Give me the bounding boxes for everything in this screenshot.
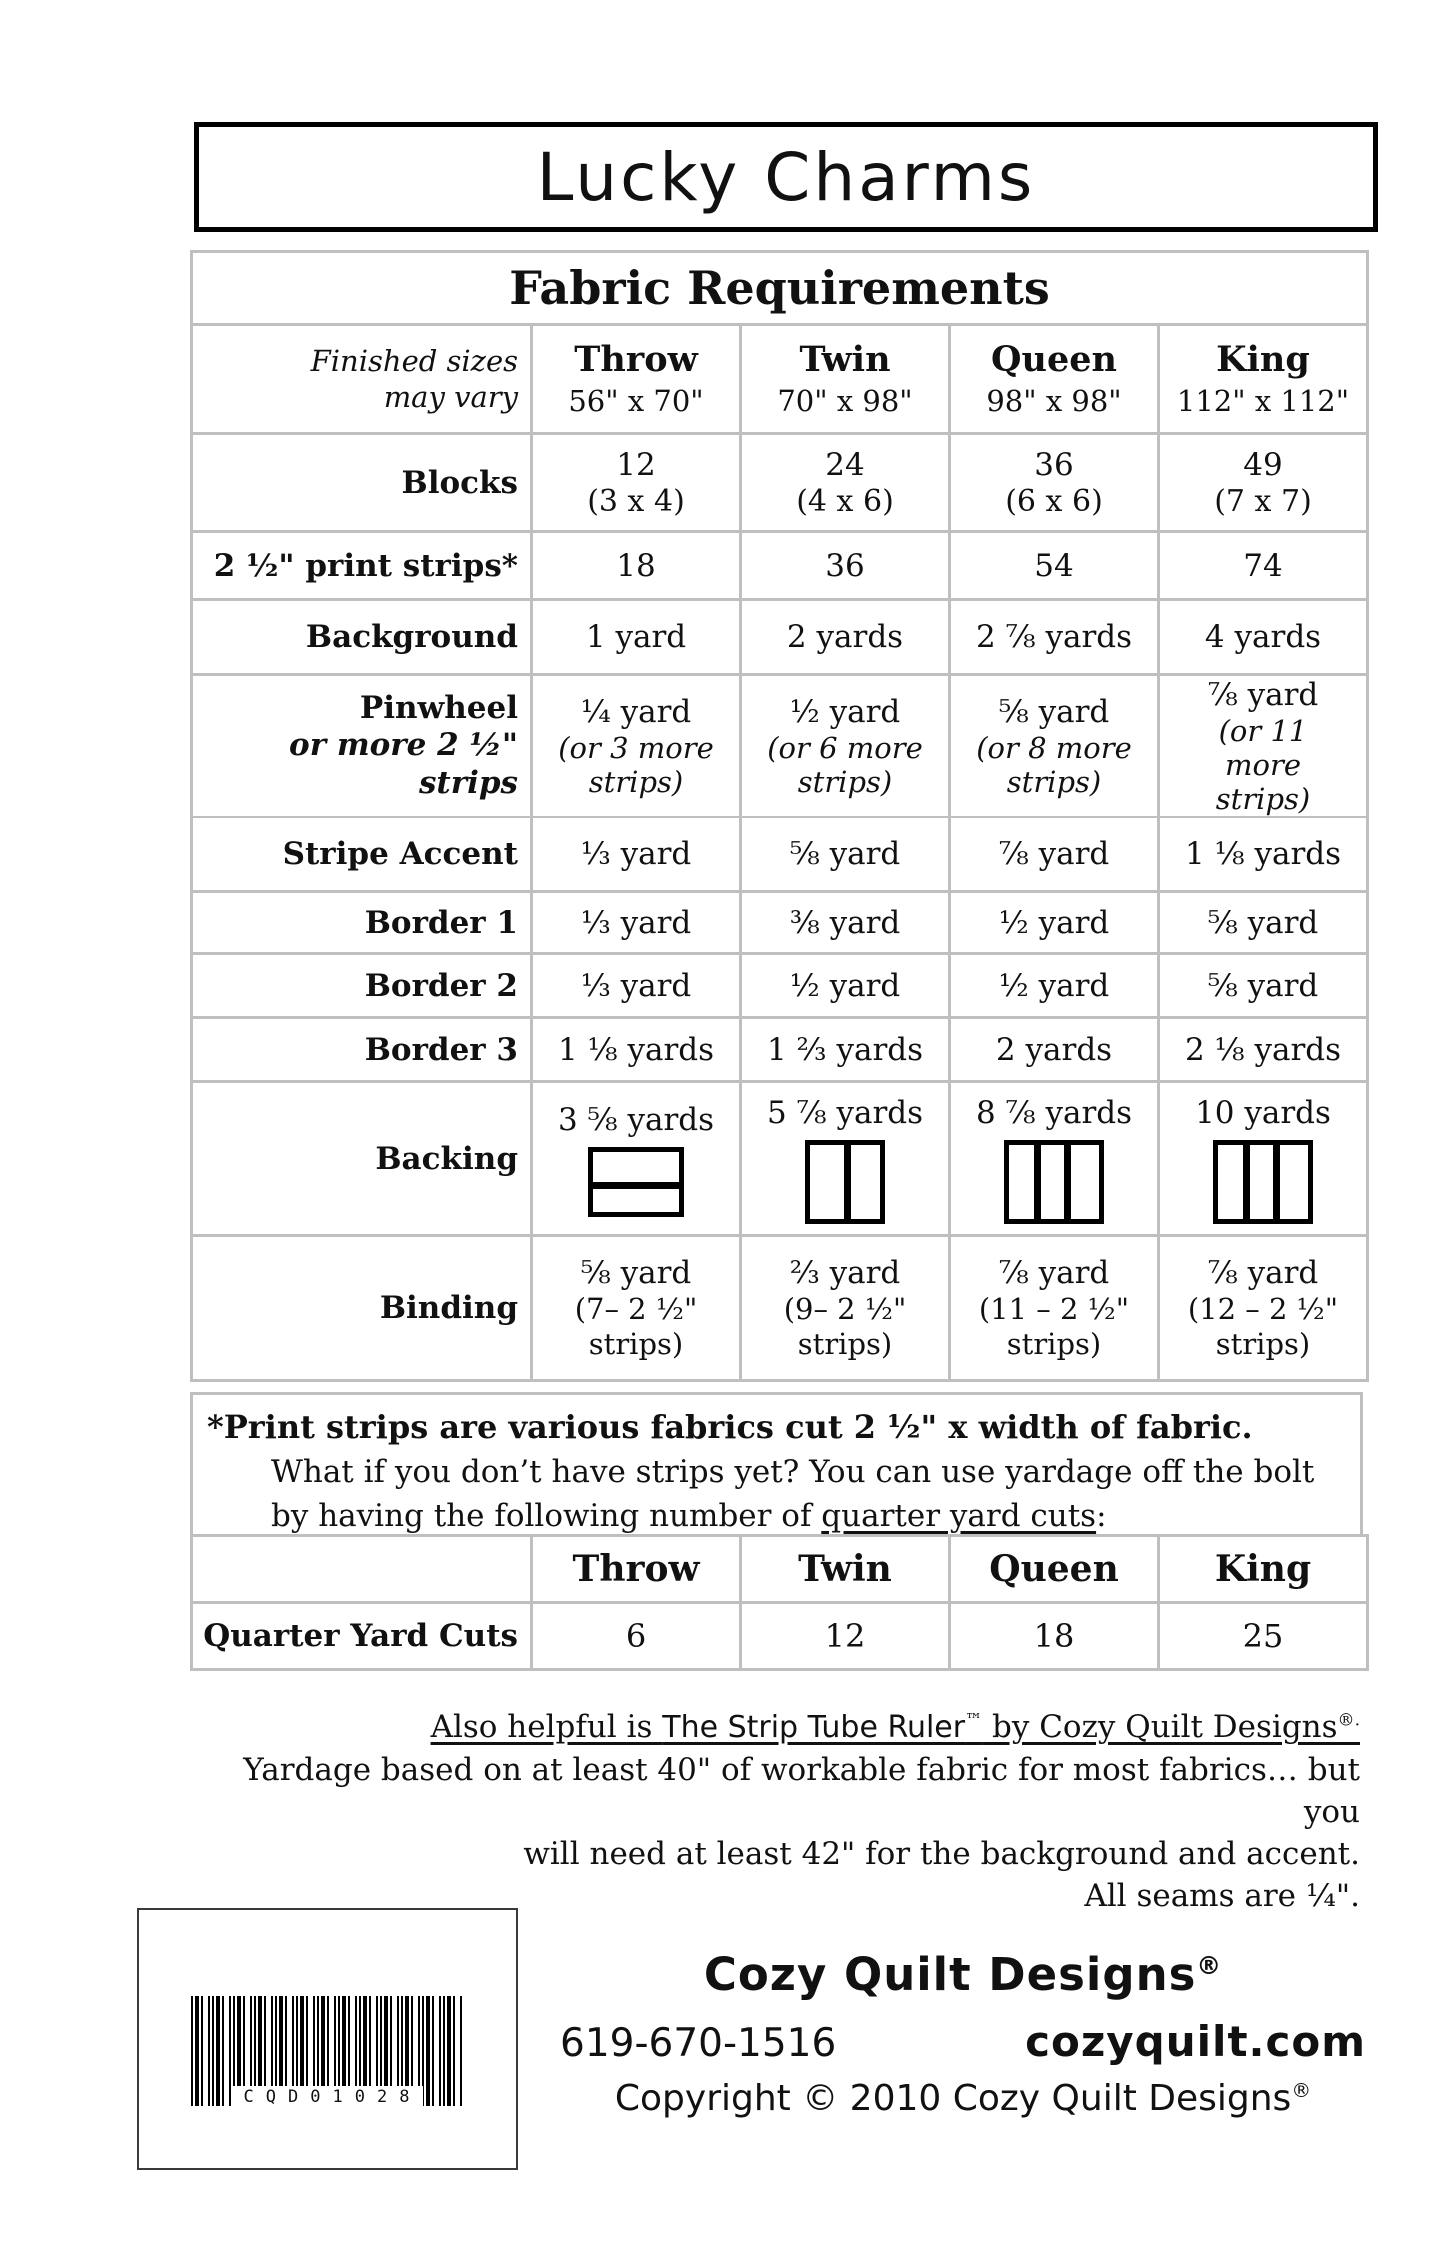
column-header-queen: Queen 98" x 98" [951,326,1157,432]
barcode-number: CQD01028 [139,2086,516,2108]
copyright-line: Copyright © 2010 Cozy Quilt Designs® [614,2078,1312,2119]
table-row-stripe-accent: Stripe Accent ⅓ yard ⅝ yard ⅞ yard 1 ⅛ yards [193,818,1366,890]
quarter-yard-cuts-table [190,1534,1369,1671]
row-label-print-strips: 2 ½" print strips* [193,533,530,598]
table-row-blocks: Blocks 12 (3 x 4) 24 (4 x 6) 36 (6 x 6) 49 (7 x 7) [193,435,1366,530]
table-row-binding: Binding ⅝ yard (7– 2 ½" strips) ⅔ yard (9– 2 ½" strips) ⅞ yard (11 – 2 ½" strips) ⅞ yard (12 – 2 ½" strips) [193,1237,1366,1379]
table-row-background: Background 1 yard 2 yards 2 ⅞ yards 4 yards [193,601,1366,673]
footnote-normal-text: What if you don’t have strips yet? You can use yardage off the bolt by having the following number of [271,1454,1315,1534]
publisher-contact-block [560,1948,1366,2119]
table-row [193,253,1366,323]
row-label-pinwheel: Pinwheel or more 2 ½" strips [193,676,530,816]
row-label-quarter-yard-cuts: Quarter Yard Cuts [193,1604,530,1668]
backing-diagram [1213,1140,1313,1224]
yardage-note-line2: will need at least 42" for the background and accent. [523,1836,1360,1873]
row-label-binding: Binding [193,1237,530,1379]
row-label-border3: Border 3 [193,1019,530,1080]
website-url: cozyquilt.com [1025,2017,1366,2066]
table-row-border3: Border 3 1 ⅛ yards 1 ⅔ yards 2 yards 2 ⅛ yards [193,1019,1366,1080]
empty-corner-cell [193,1537,530,1601]
registered-mark: ® [1291,2079,1312,2102]
title-box [194,122,1378,232]
table-row-sizes [193,326,1366,432]
table-row-print-strips: 2 ½" print strips* 18 36 54 74 [193,533,1366,598]
row-label-border2: Border 2 [193,955,530,1016]
column-header-king: King 112" x 112" [1160,326,1366,432]
table-row-quarter-values: Quarter Yard Cuts 6 12 18 25 [193,1604,1366,1668]
table-title: Fabric Requirements [193,253,1366,323]
registered-mark: ® [1196,1951,1223,1980]
notes-block [190,1700,1360,1917]
backing-diagram [805,1140,885,1224]
row-label-background: Background [193,601,530,673]
print-strips-footnote: *Print strips are various fabrics cut 2 ½" x width of fabric. What if you don’t have strips yet? You can use yardage off the bolt by having the following number of quarter yard cuts: [190,1392,1363,1557]
column-header-throw: Throw 56" x 70" [533,326,739,432]
fabric-requirements-table [190,250,1369,1382]
seams-note: All seams are ¼". [1084,1878,1360,1915]
table-row-border1: Border 1 ⅓ yard ⅜ yard ½ yard ⅝ yard [193,893,1366,952]
row-label-stripe-accent: Stripe Accent [193,818,530,890]
footnote-underlined-phrase: quarter yard cuts [821,1498,1097,1534]
table-row-pinwheel: Pinwheel or more 2 ½" strips ¼ yard (or 3 more strips) ½ yard (or 6 more strips) ⅝ yard (or 8 more strips) ⅞ yard (or 11 more strips) [193,676,1366,815]
finished-sizes-note: Finished sizes may vary [193,326,530,432]
quarter-column-king: King [1160,1537,1366,1601]
table-row-border2: Border 2 ⅓ yard ½ yard ½ yard ⅝ yard [193,955,1366,1016]
footnote-bold-text: *Print strips are various fabrics cut 2 ½" x width of fabric. [207,1408,1253,1446]
quarter-column-twin: Twin [742,1537,948,1601]
brand-name: Cozy Quilt Designs® [703,1948,1223,2001]
product-name: The Strip Tube Ruler [662,1710,966,1746]
backing-diagram [588,1147,684,1217]
yardage-note-line1: Yardage based on at least 40" of workable fabric for most fabrics… but you [243,1752,1360,1831]
table-row-backing: Backing 3 ⅝ yards 5 ⅞ yards 8 ⅞ yards 10 yards [193,1083,1366,1234]
column-header-twin: Twin 70" x 98" [742,326,948,432]
barcode-box [137,1908,518,2170]
table-row-quarter-header [193,1537,1366,1601]
row-label-border1: Border 1 [193,893,530,952]
row-label-blocks: Blocks [193,435,530,530]
quarter-column-queen: Queen [951,1537,1157,1601]
page-title: Lucky Charms [536,138,1036,216]
backing-diagram [1004,1140,1104,1224]
quarter-column-throw: Throw [533,1537,739,1601]
row-label-backing: Backing [193,1083,530,1234]
strip-tube-ruler-note: Also helpful is The Strip Tube Ruler™ by Cozy Quilt Designs®. [430,1709,1360,1746]
phone-number: 619-670-1516 [560,2021,837,2066]
